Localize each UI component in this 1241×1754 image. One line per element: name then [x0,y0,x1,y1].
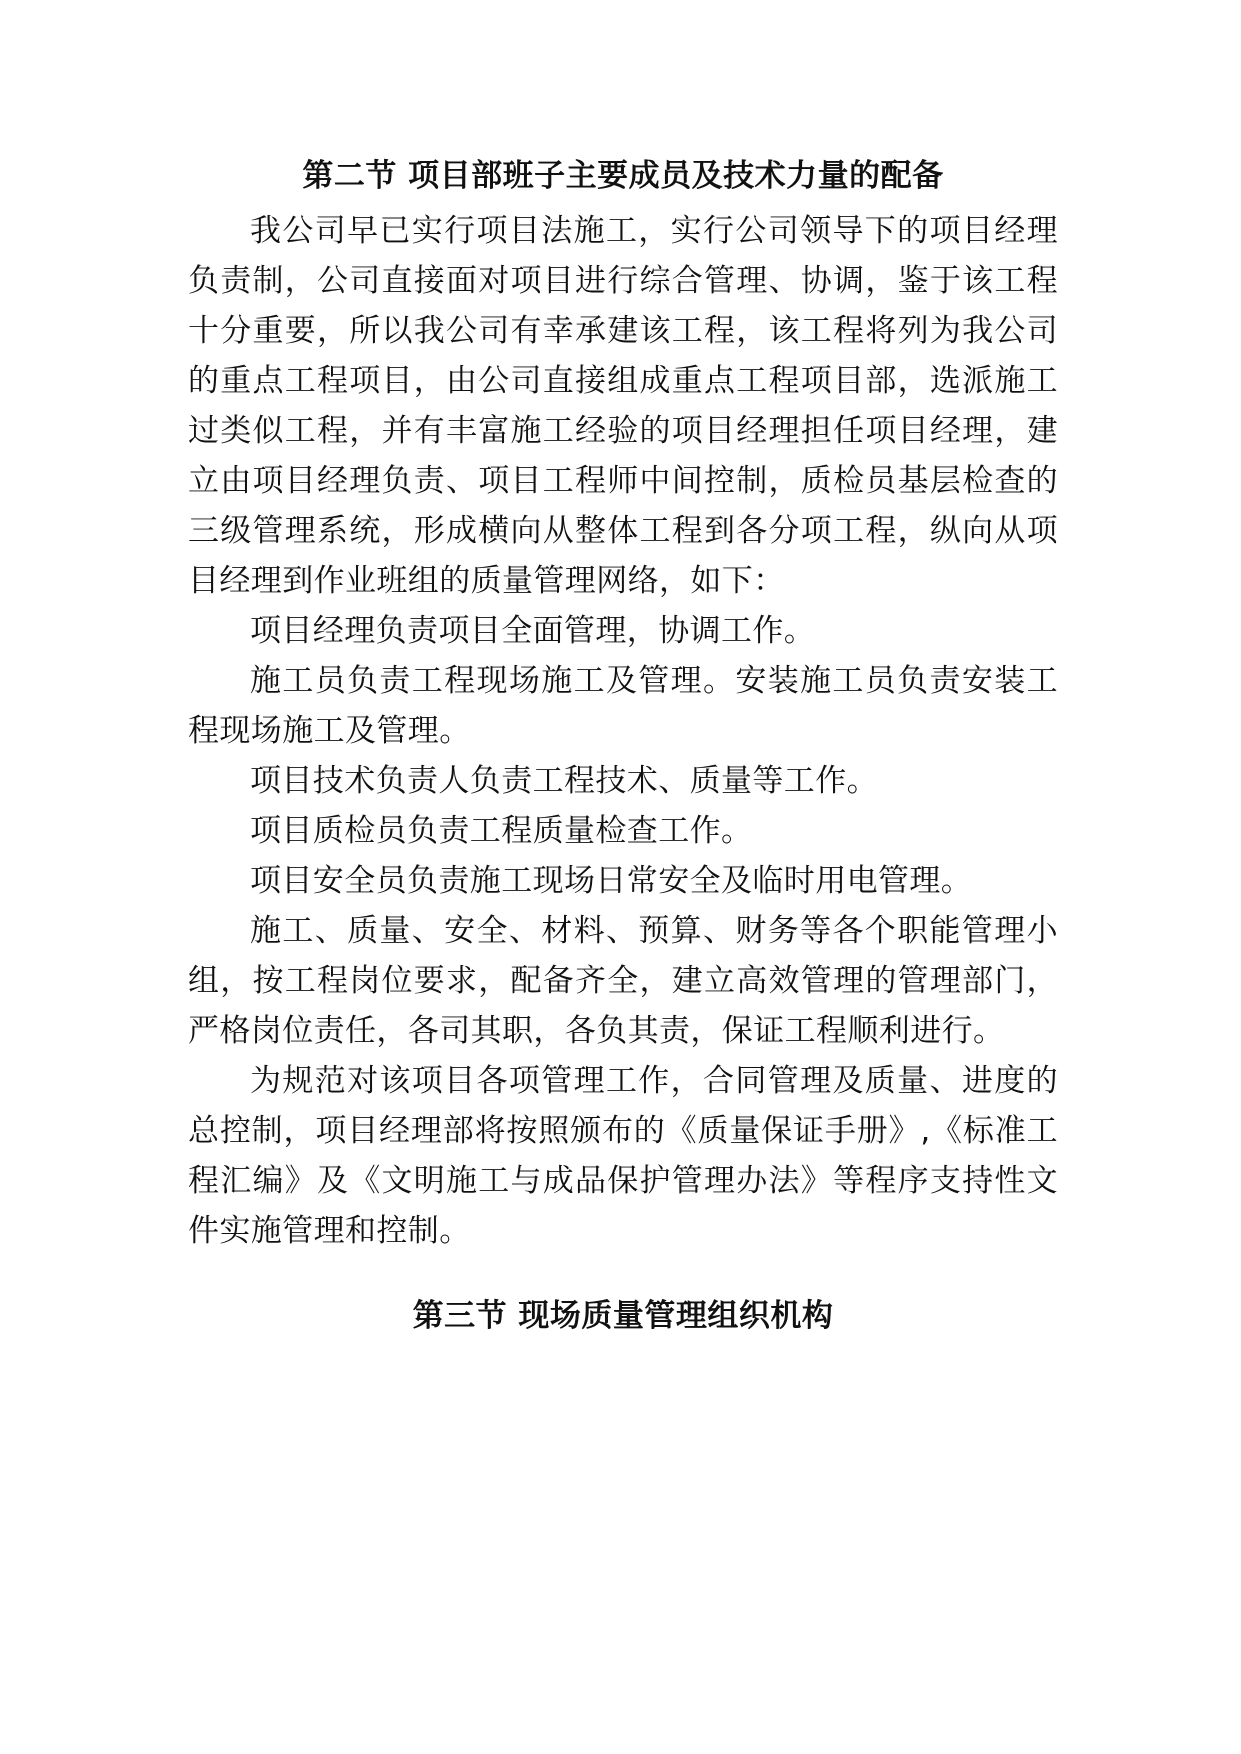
paragraph-safety-officer: 项目安全员负责施工现场日常安全及临时用电管理。 [250,863,973,899]
paragraph-technical-lead: 项目技术负责人负责工程技术、质量等工作。 [250,763,878,799]
paragraph-project-manager: 项目经理负责项目全面管理，协调工作。 [250,613,816,649]
paragraph-intro: 我公司早已实行项目法施工，实行公司领导下的项目经理负责制，公司直接面对项目进行综合管理、协调，鉴于该工程十分重要，所以我公司有幸承建该工程，该工程将列为我公司的重点工程项目，由公司直接组成重点工程项目部，选派施工过类似工程，并有丰富施工经验的项目经理担任项目经理，建立由项目经理负责、项目工程师中间控制，质检员基层检查的三级管理系统，形成横向从整体工程到各分项工程，纵向从项目经理到作业班组的质量管理网络，如下： [188,213,1058,599]
document-page [188,150,1058,1342]
section-3-heading: 第三节 现场质量管理组织机构 [412,1298,834,1334]
paragraph-functional-groups: 施工、质量、安全、材料、预算、财务等各个职能管理小组，按工程岗位要求，配备齐全，建立高效管理的管理部门，严格岗位责任，各司其职，各负其责，保证工程顺利进行。 [188,913,1058,1049]
paragraph-construction-staff: 施工员负责工程现场施工及管理。安装施工员负责安装工程现场施工及管理。 [188,663,1058,749]
paragraph-quality-inspector: 项目质检员负责工程质量检查工作。 [250,813,753,849]
section-2-heading: 第二节 项目部班子主要成员及技术力量的配备 [302,158,944,194]
paragraph-management-standards: 为规范对该项目各项管理工作，合同管理及质量、进度的总控制，项目经理部将按照颁布的《质量保证手册》,《标准工程汇编》及《文明施工与成品保护管理办法》等程序支持性文件实施管理和控制。 [188,1063,1058,1249]
